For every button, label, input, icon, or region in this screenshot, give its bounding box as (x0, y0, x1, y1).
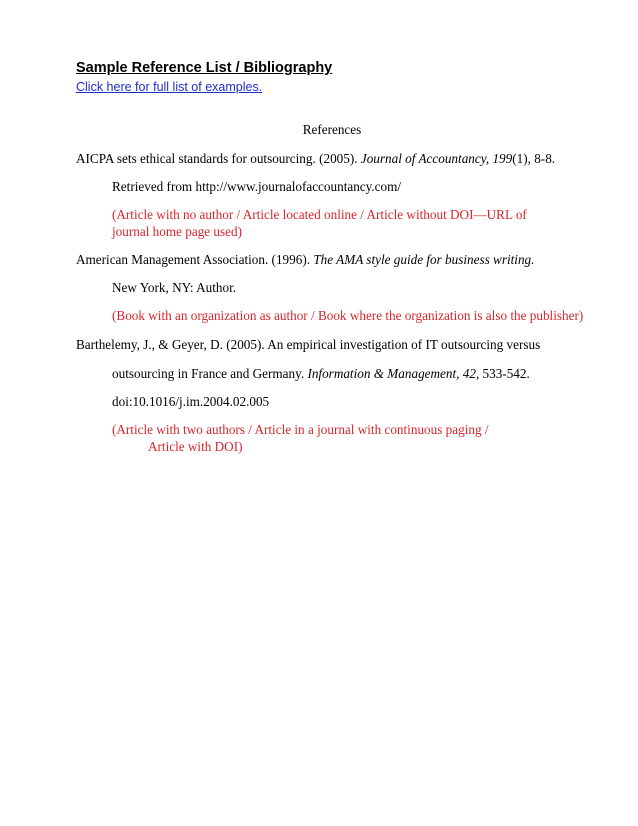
entry-retrieval-line: Retrieved from http://www.journalofaccountancy.com/ (112, 179, 402, 194)
entry-journal-line (112, 366, 530, 382)
reference-entry-aicpa (76, 151, 555, 167)
reference-entry-ama (76, 252, 534, 268)
entry-text: , 533-542. (475, 366, 530, 381)
note-line: Article with DOI) (148, 438, 243, 454)
entry-text: (1), 8-8. (512, 151, 556, 166)
entry-text: American Management Association. (1996). (76, 252, 314, 267)
references-title: References (302, 122, 362, 137)
entry-doi-line: doi:10.1016/j.im.2004.02.005 (112, 394, 270, 409)
reference-entry-barthelemy: Barthelemy, J., & Geyer, D. (2005). An empirical investigation of IT outsourcing versus (76, 337, 541, 352)
entry-note (112, 422, 567, 455)
examples-link[interactable]: Click here for full list of examples. (76, 80, 263, 94)
entry-italic-journal: Information & Management, 42 (307, 366, 476, 381)
entry-text: AICPA sets ethical standards for outsourcing. (2005). (76, 151, 361, 166)
entry-publisher-line: New York, NY: Author. (112, 280, 237, 295)
page-heading: Sample Reference List / Bibliography (76, 60, 333, 76)
entry-note: (Article with no author / Article located online / Article without DOI—URL of journal home page used) (112, 207, 527, 239)
entry-text: outsourcing in France and Germany. (112, 366, 308, 381)
entry-note: (Book with an organization as author / Book where the organization is also the publisher) (112, 308, 584, 323)
entry-italic-title: The AMA style guide for business writing. (313, 252, 535, 267)
entry-italic-title: Journal of Accountancy, 199 (360, 151, 513, 166)
note-line: (Article with two authors / Article in a journal with continuous paging / (112, 422, 489, 437)
